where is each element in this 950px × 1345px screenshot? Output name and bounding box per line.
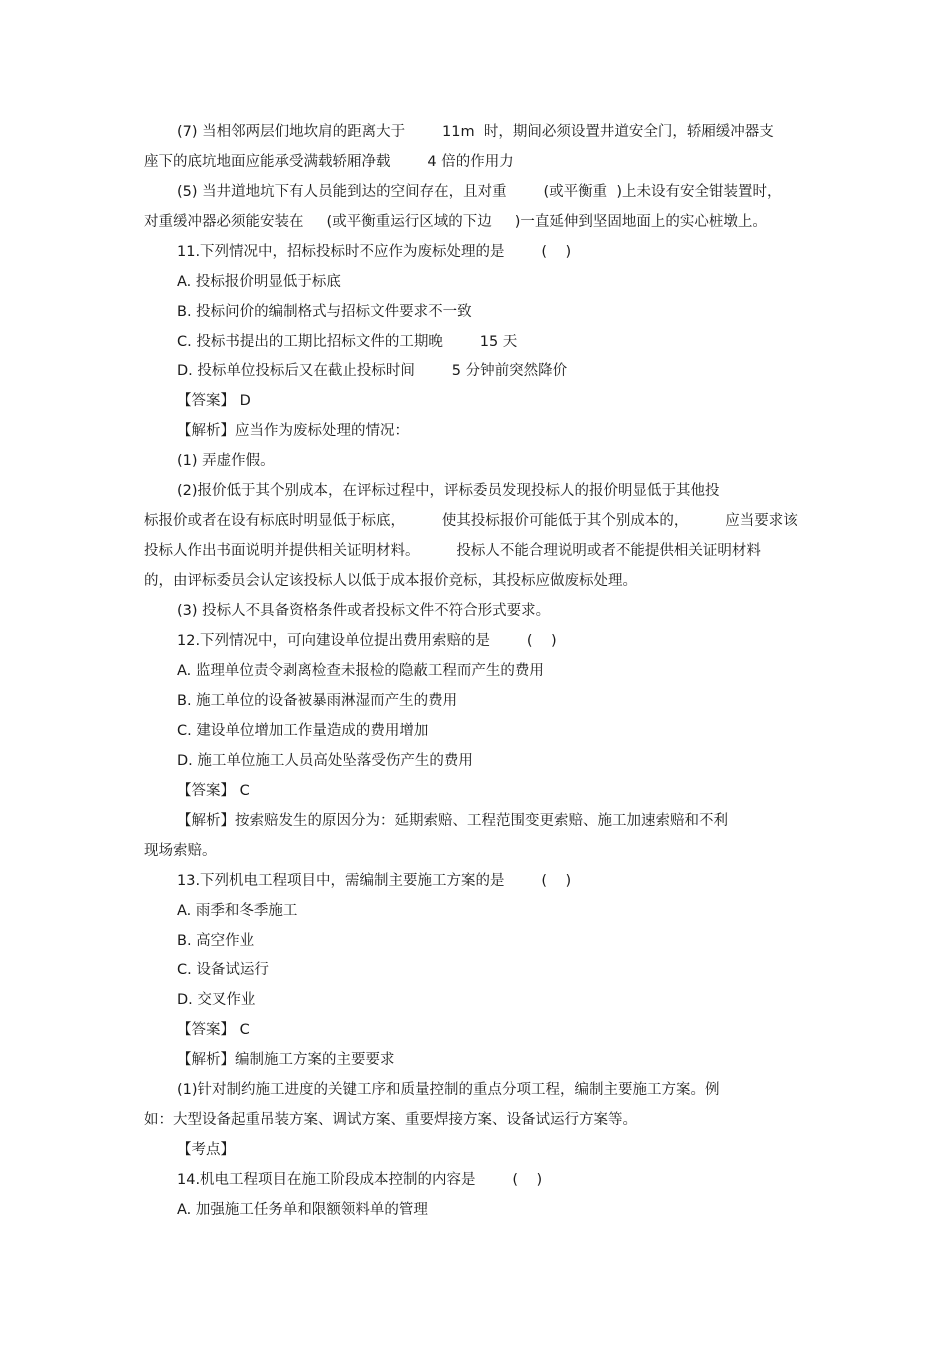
option-b: B. 施工单位的设备被暴雨淋湿而产生的费用 bbox=[177, 693, 458, 709]
option-b: B. 高空作业 bbox=[177, 933, 255, 949]
option-b: B. 投标问价的编制格式与招标文件要求不一致 bbox=[177, 304, 472, 320]
answer: 【答案】 C bbox=[177, 783, 250, 799]
option-a: A. 雨季和冬季施工 bbox=[177, 903, 298, 919]
text-line: (7) 当相邻两层们地坎肩的距离大于 11m 时，期间必须设置井道安全门，轿厢缓冲器支 bbox=[177, 124, 774, 140]
text-line: 的，由评标委员会认定该投标人以低于成本报价竞标，其投标应做废标处理。 bbox=[144, 573, 637, 589]
text-line: (3) 投标人不具备资格条件或者投标文件不符合形式要求。 bbox=[177, 603, 551, 619]
text-line: 标报价或者在设有标底时明显低于标底， 使其投标报价可能低于其个别成本的， 应当要求该 bbox=[144, 513, 798, 529]
text-line: (2)报价低于其个别成本，在评标过程中，评标委员发现投标人的报价明显低于其他投 bbox=[177, 483, 720, 499]
option-c: C. 设备试运行 bbox=[177, 962, 269, 978]
question-13: 13.下列机电工程项目中，需编制主要施工方案的是 ( ) bbox=[177, 873, 572, 889]
text-line: (1) 弄虚作假。 bbox=[177, 453, 275, 469]
answer: 【答案】 C bbox=[177, 1022, 250, 1038]
option-a: A. 监理单位责令剥离检查未报检的隐蔽工程而产生的费用 bbox=[177, 663, 544, 679]
option-c: C. 建设单位增加工作量造成的费用增加 bbox=[177, 723, 429, 739]
question-11: 11.下列情况中，招标投标时不应作为废标处理的是 ( ) bbox=[177, 244, 572, 260]
option-a: A. 投标报价明显低于标底 bbox=[177, 274, 341, 290]
analysis: 【解析】应当作为废标处理的情况： bbox=[177, 423, 409, 439]
answer: 【答案】 D bbox=[177, 393, 251, 409]
text-line: (5) 当井道地坑下有人员能到达的空间存在，且对重 (或平衡重 )上未设有安全钳装置时， bbox=[177, 184, 782, 200]
text-line: 对重缓冲器必须能安装在 (或平衡重运行区域的下边 )一直延伸到坚固地面上的实心桩墩上。 bbox=[144, 214, 767, 230]
analysis: 【解析】按索赔发生的原因分为：延期索赔、工程范围变更索赔、施工加速索赔和不利 bbox=[177, 813, 728, 829]
option-d: D. 施工单位施工人员高处坠落受伤产生的费用 bbox=[177, 753, 473, 769]
option-a: A. 加强施工任务单和限额领料单的管理 bbox=[177, 1202, 428, 1218]
option-c: C. 投标书提出的工期比招标文件的工期晚 15 天 bbox=[177, 334, 518, 350]
question-14: 14.机电工程项目在施工阶段成本控制的内容是 ( ) bbox=[177, 1172, 543, 1188]
text-line: (1)针对制约施工进度的关键工序和质量控制的重点分项工程，编制主要施工方案。例 bbox=[177, 1082, 720, 1098]
option-d: D. 投标单位投标后又在截止投标时间 5 分钟前突然降价 bbox=[177, 363, 568, 379]
text-line: 投标人作出书面说明并提供相关证明材料。 投标人不能合理说明或者不能提供相关证明材料 bbox=[144, 543, 761, 559]
text-line: 座下的底坑地面应能承受满载轿厢净载 4 倍的作用力 bbox=[144, 154, 514, 170]
key-point: 【考点】 bbox=[177, 1142, 235, 1158]
text-line: 现场索赔。 bbox=[144, 843, 217, 859]
text-line: 如：大型设备起重吊装方案、调试方案、重要焊接方案、设备试运行方案等。 bbox=[144, 1112, 637, 1128]
question-12: 12.下列情况中，可向建设单位提出费用索赔的是 ( ) bbox=[177, 633, 557, 649]
option-d: D. 交叉作业 bbox=[177, 992, 256, 1008]
analysis: 【解析】编制施工方案的主要要求 bbox=[177, 1052, 395, 1068]
